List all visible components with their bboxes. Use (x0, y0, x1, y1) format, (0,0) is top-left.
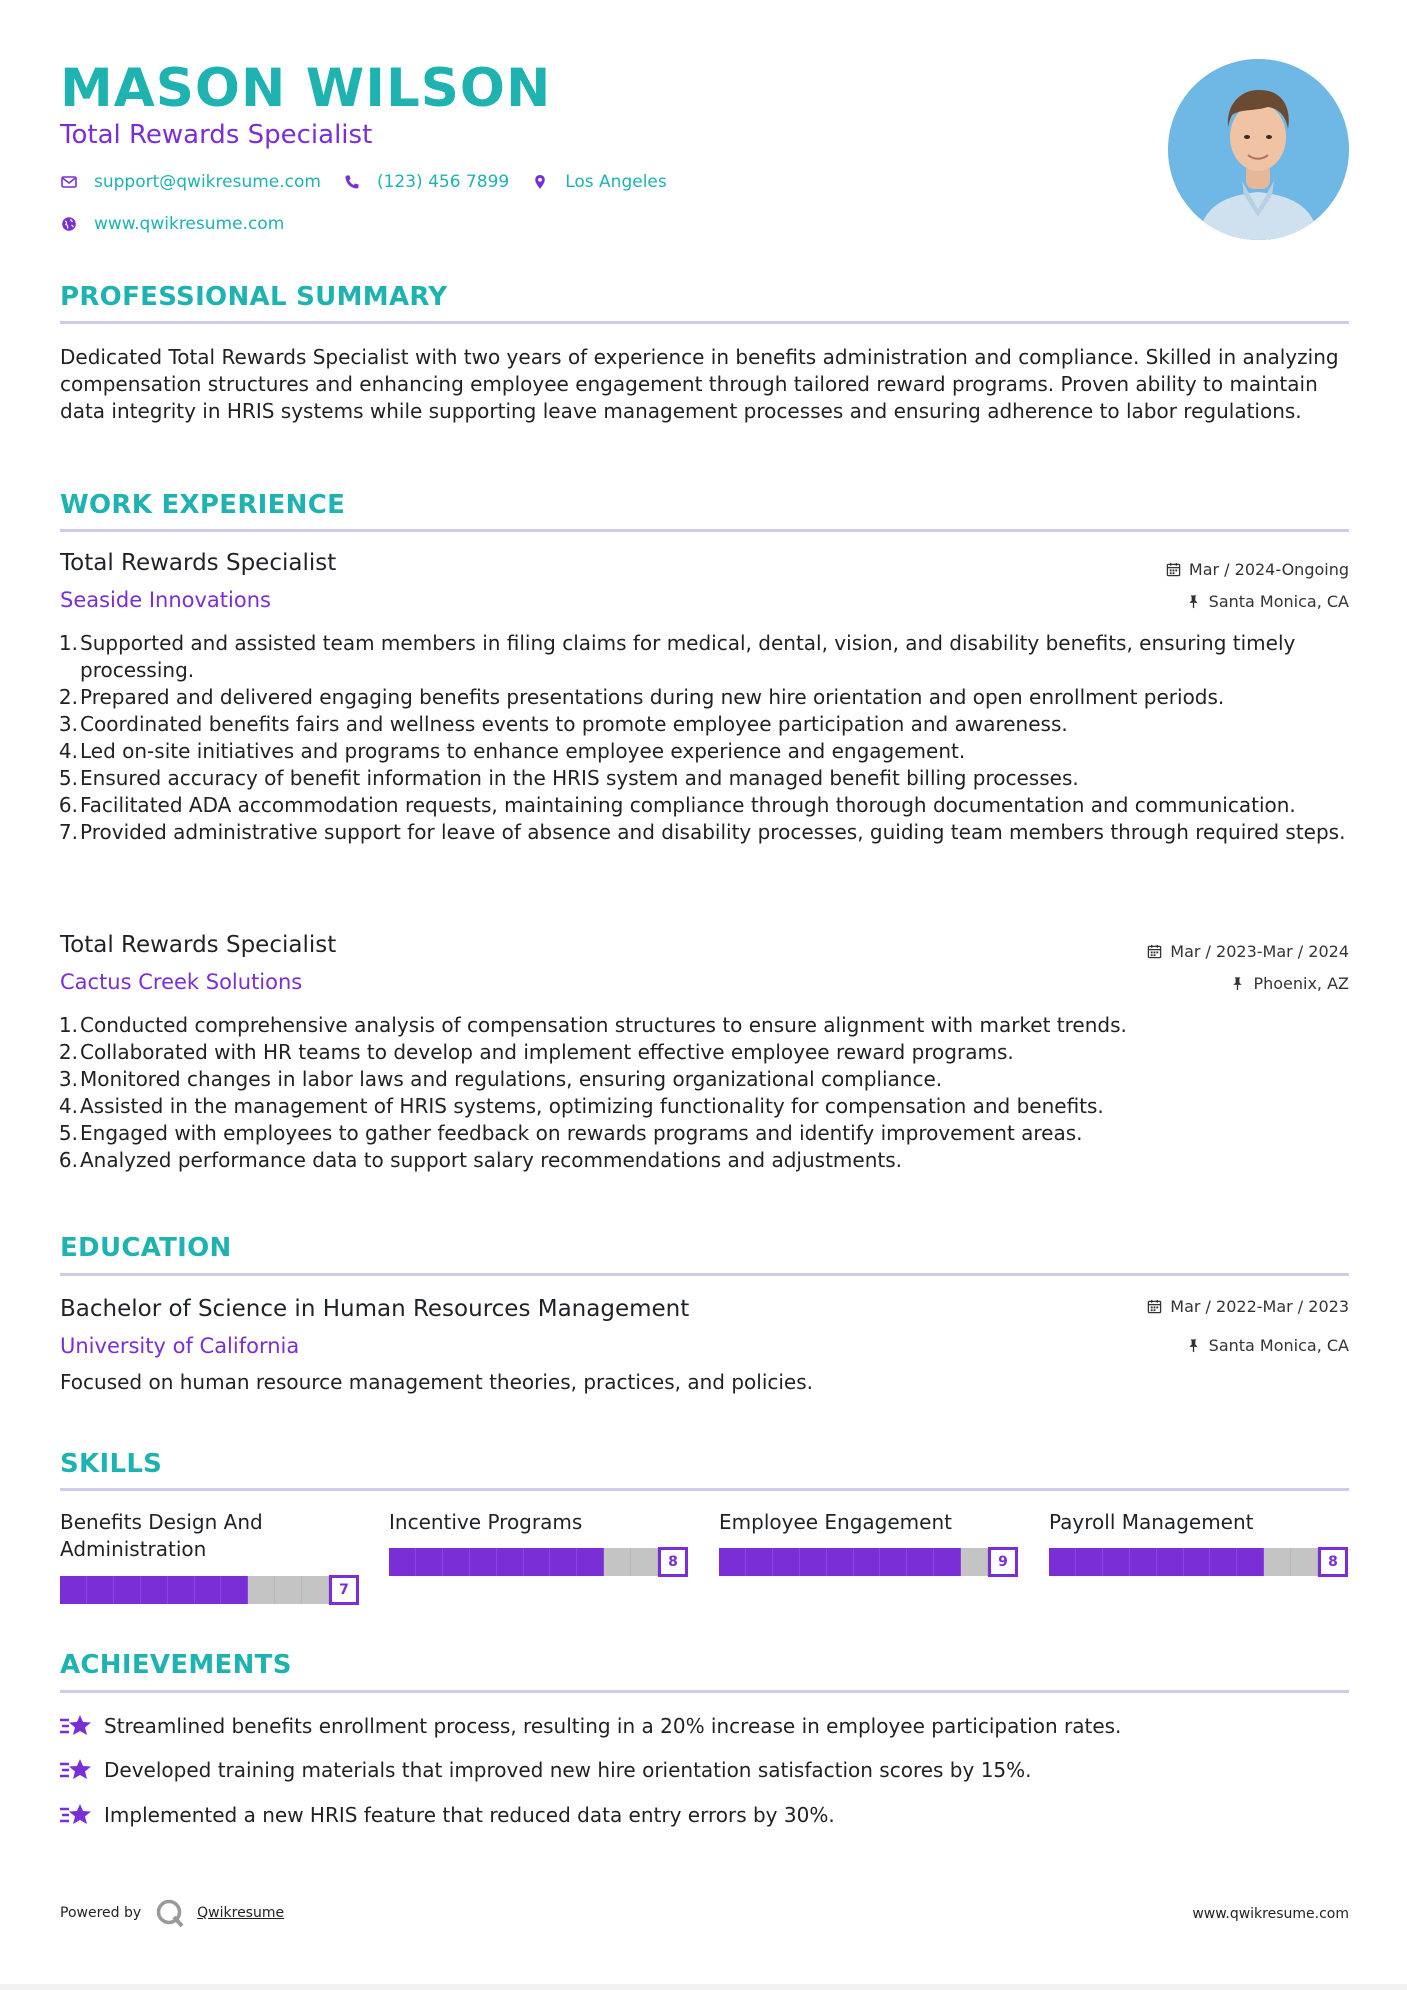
job-location-text: Phoenix, AZ (1253, 974, 1349, 993)
skill-segment (1184, 1548, 1211, 1576)
experience-heading: WORK EXPERIENCE (60, 490, 346, 520)
shooting-star-icon (60, 1757, 92, 1783)
skill-level-value: 9 (988, 1547, 1018, 1577)
skill-segment (87, 1576, 114, 1604)
skill-segment (1049, 1548, 1076, 1576)
skill-segment (961, 1548, 988, 1576)
skill-segment (524, 1548, 551, 1576)
skill-segment (114, 1576, 141, 1604)
list-item: 2. Prepared and delivered engaging benefits presentations during new hire orientation and open enrollment periods. (58, 685, 1225, 709)
skill-segments (1049, 1548, 1318, 1576)
location-item (531, 172, 667, 192)
job-location (1230, 974, 1349, 993)
education-dates (1147, 1297, 1349, 1316)
skill-level-value: 8 (1318, 1547, 1348, 1577)
skill-segment (550, 1548, 577, 1576)
achievement-item (60, 1757, 1032, 1783)
skill-segment (168, 1576, 195, 1604)
envelope-icon (60, 173, 78, 191)
list-item: 3. Coordinated benefits fairs and wellness events to promote employee participation and awareness. (58, 712, 1068, 736)
list-item: 6. Facilitated ADA accommodation requests, maintaining compliance through thorough documentation and communication. (58, 793, 1296, 817)
job-location (1186, 592, 1349, 611)
education-location (1186, 1336, 1349, 1355)
footer-url[interactable]: www.qwikresume.com (1192, 1906, 1349, 1922)
skill-segment (604, 1548, 631, 1576)
company-name: Seaside Innovations (60, 588, 271, 612)
skill-level-value: 7 (329, 1575, 359, 1605)
skill-segment (248, 1576, 275, 1604)
section-divider (60, 1273, 1349, 1276)
school-name: University of California (60, 1334, 300, 1358)
job-dates-text: Mar / 2024-Ongoing (1188, 560, 1349, 579)
job-location-text: Santa Monica, CA (1208, 592, 1349, 611)
skill-name: Incentive Programs (389, 1510, 583, 1534)
candidate-name: MASON WILSON (60, 58, 552, 119)
achievement-item (60, 1802, 835, 1828)
skill-segment (275, 1576, 302, 1604)
list-item: 3. Monitored changes in labor laws and regulations, ensuring organizational compliance. (58, 1067, 943, 1091)
achievement-text: Developed training materials that improved new hire orientation satisfaction scores by 15%. (104, 1758, 1032, 1782)
bottom-band (0, 1984, 1407, 1990)
job-dates (1166, 560, 1349, 579)
shooting-star-icon (60, 1713, 92, 1739)
section-divider (60, 1690, 1349, 1693)
skill-item (1049, 1509, 1348, 1570)
skill-segment (1130, 1548, 1157, 1576)
skill-segment (221, 1576, 248, 1604)
summary-text: Dedicated Total Rewards Specialist with two years of experience in benefits administration and compliance. Skilled in analyzing compensation structures and enhancing employee engagement through tailored reward programs. Proven ability to maintain data integrity in HRIS systems while supporting leave management processes and ensuring adherence to labor regulations. (60, 345, 1339, 423)
list-item: 5. Ensured accuracy of benefit information in the HRIS system and managed benefit billing processes. (58, 766, 1079, 790)
list-item: 1. Conducted comprehensive analysis of compensation structures to ensure alignment with market trends. (58, 1013, 1127, 1037)
section-divider (60, 321, 1349, 324)
skill-item (389, 1509, 688, 1570)
education-description: Focused on human resource management theories, practices, and policies. (60, 1370, 814, 1394)
skill-name: Employee Engagement (719, 1510, 952, 1534)
skill-level-bar (60, 1575, 359, 1605)
skill-segment (1076, 1548, 1103, 1576)
list-item: 6. Analyzed performance data to support salary recommendations and adjustments. (58, 1148, 903, 1172)
skill-level-value: 8 (658, 1547, 688, 1577)
skill-level-bar (719, 1547, 1018, 1577)
calendar-icon (1147, 944, 1162, 959)
education-dates-text: Mar / 2022-Mar / 2023 (1170, 1297, 1349, 1316)
contact-row (60, 172, 689, 192)
phone-icon (343, 173, 361, 191)
skill-segment (1157, 1548, 1184, 1576)
skill-segment (827, 1548, 854, 1576)
globe-icon (60, 215, 78, 233)
achievement-text: Implemented a new HRIS feature that reduced data entry errors by 30%. (104, 1803, 835, 1827)
skill-segment (497, 1548, 524, 1576)
education-location-text: Santa Monica, CA (1208, 1336, 1349, 1355)
job-title: Total Rewards Specialist (60, 550, 337, 576)
footer-powered-by (60, 1898, 284, 1928)
achievement-text: Streamlined benefits enrollment process, resulting in a 20% increase in employee participation rates. (104, 1714, 1122, 1738)
skill-segment (746, 1548, 773, 1576)
list-item: 1. Supported and assisted team members in filing claims for medical, dental, vision, and disability benefits, ensuring timely processing. (58, 631, 1296, 682)
skill-segment (1264, 1548, 1291, 1576)
profile-photo (1168, 59, 1349, 240)
skill-name: Benefits Design And Administration (60, 1510, 263, 1561)
pushpin-icon (1230, 976, 1245, 991)
location-text: Los Angeles (565, 172, 667, 192)
skill-segment (470, 1548, 497, 1576)
skill-name: Payroll Management (1049, 1510, 1254, 1534)
qwikresume-logo-icon (155, 1898, 185, 1928)
phone-item[interactable] (343, 172, 509, 192)
skill-segment (195, 1576, 222, 1604)
skill-segments (389, 1548, 658, 1576)
skill-segment (907, 1548, 934, 1576)
job-bullets (54, 630, 1350, 846)
skill-segment (302, 1576, 329, 1604)
skill-segment (934, 1548, 961, 1576)
pushpin-icon (1186, 1338, 1201, 1353)
list-item: 4. Led on-site initiatives and programs to enhance employee experience and engagement. (58, 739, 966, 763)
calendar-icon (1166, 562, 1181, 577)
degree-title: Bachelor of Science in Human Resources Management (60, 1296, 690, 1322)
skill-segment (416, 1548, 443, 1576)
job-title: Total Rewards Specialist (60, 932, 337, 958)
job-dates (1147, 942, 1349, 961)
summary-heading: PROFESSIONAL SUMMARY (60, 282, 448, 312)
pushpin-icon (1186, 594, 1201, 609)
job-dates-text: Mar / 2023-Mar / 2024 (1170, 942, 1349, 961)
section-divider (60, 1488, 1349, 1491)
company-name: Cactus Creek Solutions (60, 970, 303, 994)
skill-segment (577, 1548, 604, 1576)
candidate-title: Total Rewards Specialist (60, 120, 373, 150)
website-item[interactable] (60, 214, 284, 234)
skill-segment (719, 1548, 746, 1576)
map-pin-icon (531, 173, 549, 191)
list-item: 5. Engaged with employees to gather feedback on rewards programs and identify improvement areas. (58, 1121, 1083, 1145)
list-item: 2. Collaborated with HR teams to develop and implement effective employee reward programs. (58, 1040, 1014, 1064)
education-heading: EDUCATION (60, 1233, 232, 1263)
skill-segment (443, 1548, 470, 1576)
phone-text: (123) 456 7899 (376, 172, 510, 192)
shooting-star-icon (60, 1802, 92, 1828)
skill-segments (60, 1576, 329, 1604)
skill-segment (1237, 1548, 1264, 1576)
skill-segment (1103, 1548, 1130, 1576)
list-item: 7. Provided administrative support for leave of absence and disability processes, guiding team members through required steps. (58, 820, 1346, 844)
skill-level-bar (389, 1547, 688, 1577)
email-text: support@qwikresume.com (94, 172, 321, 192)
skill-segment (1210, 1548, 1237, 1576)
skill-item (60, 1509, 359, 1598)
skill-segment (800, 1548, 827, 1576)
calendar-icon (1147, 1299, 1162, 1314)
skill-segment (773, 1548, 800, 1576)
email-item[interactable] (60, 172, 321, 192)
website-row (60, 214, 306, 234)
job-bullets (54, 1012, 1350, 1174)
skill-segment (389, 1548, 416, 1576)
achievements-heading: ACHIEVEMENTS (60, 1650, 292, 1680)
powered-by-label: Powered by (60, 1905, 142, 1921)
achievement-item (60, 1713, 1121, 1739)
section-divider (60, 529, 1349, 532)
skill-level-bar (1049, 1547, 1348, 1577)
website-text: www.qwikresume.com (94, 214, 285, 234)
skill-segment (1291, 1548, 1318, 1576)
skills-heading: SKILLS (60, 1449, 163, 1479)
skill-segment (880, 1548, 907, 1576)
skill-segments (719, 1548, 988, 1576)
skill-segment (141, 1576, 168, 1604)
list-item: 4. Assisted in the management of HRIS systems, optimizing functionality for compensation and benefits. (58, 1094, 1104, 1118)
qwikresume-link[interactable]: Qwikresume (197, 1905, 285, 1921)
skill-item (719, 1509, 1018, 1570)
skill-segment (60, 1576, 87, 1604)
skill-segment (854, 1548, 881, 1576)
skill-segment (631, 1548, 658, 1576)
